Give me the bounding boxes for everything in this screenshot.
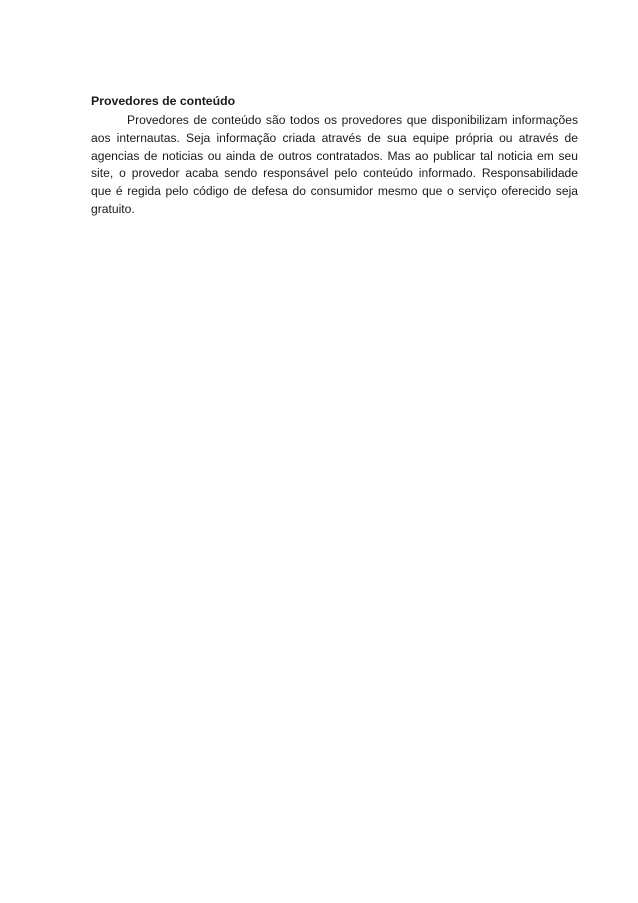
document-body xyxy=(91,92,578,219)
body-paragraph: Provedores de conteúdo são todos os provedores que disponibilizam informações aos internautas. Seja informação criada através de sua equipe própria ou através de agencias de noticias ou ainda de outros contratados. Mas ao publicar tal noticia em seu site, o provedor acaba sendo responsável pelo conteúdo informado. Responsabilidade que é regida pelo código de defesa do consumidor mesmo que o serviço oferecido seja gratuito. xyxy=(91,113,578,216)
section-heading: Provedores de conteúdo xyxy=(91,94,236,108)
